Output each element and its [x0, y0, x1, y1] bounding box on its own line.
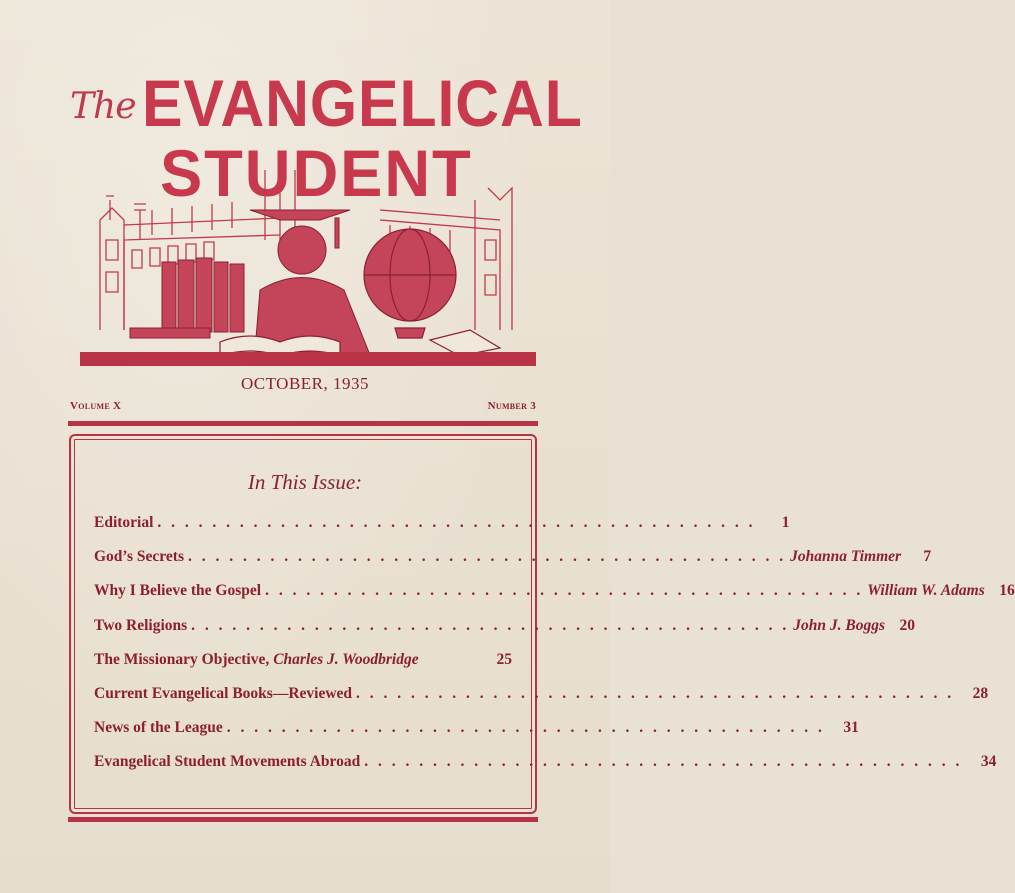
toc-author: Johanna Timmer: [790, 548, 902, 566]
toc-page: 7: [923, 548, 932, 566]
leader-dots: . . . . . . . . . . . . . . . . . . . . . . . . . . . . . . . . . . . . . . . . . . . .: [187, 548, 787, 566]
toc-page: 34: [980, 753, 997, 771]
leader-dots: . . . . . . . . . . . . . . . . . . . . . . . . . . . . . . . . . . . . . . . . . . . .: [364, 753, 963, 771]
toc-title: News of the League: [94, 719, 223, 737]
masthead-title-evangelical: EVANGELICAL: [142, 66, 583, 140]
toc-title: Two Religions: [94, 616, 188, 634]
leader-dots: . . . . . . . . . . . . . . . . . . . . . . . . . . . . . . . . . . . . . . . . . . . .: [226, 719, 825, 737]
toc-entry: [94, 582, 1015, 616]
toc-title: Why I Believe the Gospel: [94, 582, 262, 600]
toc-entry: [94, 753, 997, 787]
toc-entry: [94, 514, 790, 548]
toc-title: God’s Secrets: [94, 548, 184, 566]
masthead-title-student: STUDENT: [160, 136, 473, 210]
top-rule: [68, 421, 538, 426]
leader-dots: . . . . . . . . . . . . . . . . . . . . . . . . . . . . . . . . . . . . . . . . . . . .: [157, 514, 756, 531]
volume-label: Volume X: [70, 400, 122, 412]
masthead-the: The: [70, 86, 136, 127]
number-label: Number 3: [487, 400, 536, 412]
leader-dots: . . . . . . . . . . . . . . . . . . . . . . . . . . . . . . . . . . . . . . . . . . . .: [356, 684, 955, 702]
toc-entry: [94, 684, 989, 719]
toc-page: 28: [972, 684, 989, 702]
toc-author: John J. Boggs: [793, 616, 886, 634]
toc-page: 1: [781, 514, 790, 531]
toc-title: Editorial: [94, 514, 154, 531]
toc-author: William W. Adams: [867, 582, 985, 600]
leader-dots: . . . . . . . . . . . . . . . . . . . . . . . . . . . . . . . . . . . . . . . . . . . .: [191, 616, 790, 634]
toc-page: 25: [496, 650, 512, 668]
cover-illustration: [80, 180, 536, 370]
leader-dots: . . . . . . . . . . . . . . . . . . . . . . . . . . . . . . . . . . . . . . . . . . . .: [265, 582, 864, 600]
toc-entry: [94, 616, 916, 651]
toc-page: 16: [999, 582, 1015, 600]
toc-title: Evangelical Student Movements Abroad: [94, 753, 361, 771]
contents-heading: In This Issue:: [247, 470, 363, 494]
bottom-rule: [68, 817, 538, 822]
toc-entry: [94, 651, 512, 685]
table-of-contents: [94, 514, 1015, 788]
toc-author: Charles J. Woodbridge: [273, 650, 419, 668]
toc-entry: [94, 719, 859, 753]
toc-entry: [94, 548, 932, 582]
toc-title: Current Evangelical Books—Reviewed: [94, 684, 353, 702]
toc-title: The Missionary Objective,: [94, 650, 270, 668]
issue-date: OCTOBER, 1935: [240, 374, 370, 393]
toc-page: 20: [899, 616, 916, 634]
toc-page: 31: [843, 719, 859, 737]
